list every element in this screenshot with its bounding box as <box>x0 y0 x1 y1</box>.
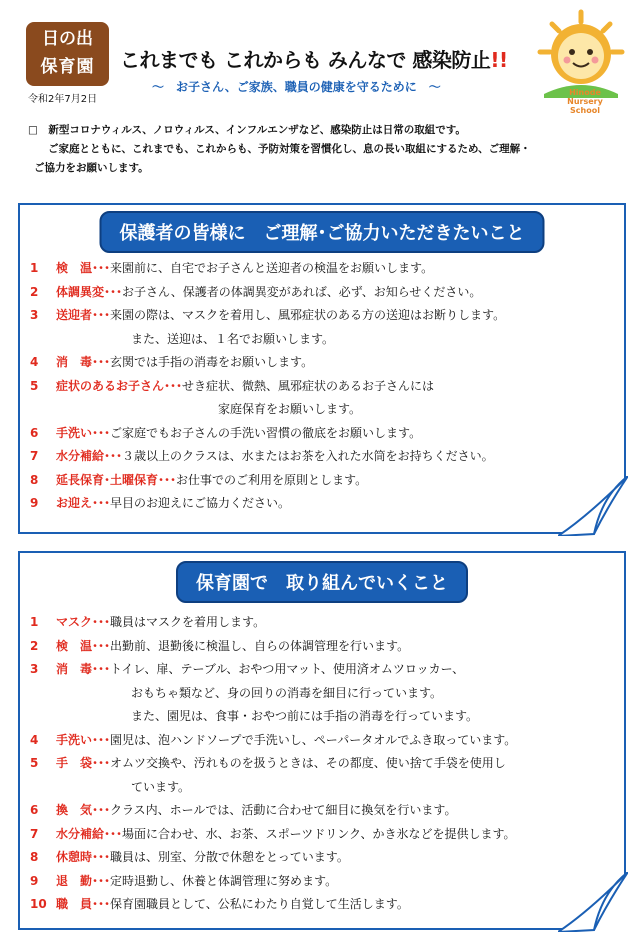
list-item <box>30 257 618 281</box>
item-text: 定時退勤し、休養と体調管理に努めます。 <box>110 873 338 888</box>
item-label: お迎え <box>56 496 93 510</box>
item-dots: ･･･ <box>92 308 111 322</box>
item-dots: ･･･ <box>92 873 111 888</box>
title-exclamation: !! <box>490 48 508 72</box>
item-label: 手 袋 <box>56 756 93 770</box>
page-title-text: これまでも これからも みんなで 感染防止 <box>120 48 491 72</box>
item-label: 職 員 <box>56 897 93 911</box>
item-number: 1 <box>30 615 39 629</box>
item-dots: ･･･ <box>92 615 111 629</box>
item-number: 2 <box>30 284 39 299</box>
item-continuation: また、園児は、食事・おやつ前には手指の消毒を行っています。 <box>131 709 479 723</box>
item-dots: ･･･ <box>92 355 111 369</box>
list-item <box>30 304 618 328</box>
item-continuation: ています。 <box>131 779 191 794</box>
item-number: 6 <box>30 803 39 817</box>
item-dots: ･･･ <box>92 425 111 440</box>
list-item <box>30 351 618 375</box>
item-dots: ･･･ <box>92 850 111 864</box>
item-label: 退 勤 <box>56 873 93 888</box>
page-curl-icon <box>558 872 628 932</box>
item-text: トイレ、扉、テーブル、おやつ用マット、使用済オムツロッカー、 <box>110 662 465 676</box>
item-text: ご家庭でもお子さんの手洗い習慣の徹底をお願いします。 <box>110 425 422 440</box>
item-dots: ･･･ <box>92 756 111 770</box>
school-name-en <box>560 88 610 115</box>
item-continuation: 家庭保育をお願いします。 <box>218 402 362 416</box>
list-item <box>30 752 618 776</box>
item-dots: ･･･ <box>104 284 123 299</box>
item-number: 9 <box>30 873 39 888</box>
nursery-measures-panel <box>18 551 626 930</box>
nursery-logo-badge <box>26 22 109 86</box>
item-text: 職員は、別室、分散で休憩をとっています。 <box>110 850 349 864</box>
item-label: 症状のあるお子さん <box>56 378 165 393</box>
logo-line2: 保育園 <box>40 57 95 77</box>
list-item <box>30 846 618 870</box>
item-number: 1 <box>30 261 39 275</box>
page-title <box>120 44 508 73</box>
list-item <box>30 422 618 446</box>
item-number: 4 <box>30 355 39 369</box>
item-continuation: おもちゃ類など、身の回りの消毒を細目に行っています。 <box>131 685 443 700</box>
list-item <box>30 729 618 753</box>
item-label: マスク <box>56 615 93 629</box>
nursery-measures-title: 保育園で 取り組んでいくこと <box>176 561 468 603</box>
item-text: 園児は、泡ハンドソープで手洗いし、ペーパータオルでふき取っています。 <box>110 732 517 747</box>
list-item <box>30 823 618 847</box>
item-label: 水分補給 <box>56 826 105 841</box>
item-text: 来園前に、自宅でお子さんと送迎者の検温をお願いします。 <box>110 261 434 275</box>
list-item <box>30 281 618 305</box>
logo-line1: 日の出 <box>42 29 93 49</box>
school-name-line1: Hinode <box>569 88 601 97</box>
list-item <box>30 658 618 682</box>
list-item <box>30 635 618 659</box>
item-number: 6 <box>30 425 39 440</box>
item-text: 場面に合わせ、水、お茶、スポーツドリンク、かき氷などを提供します。 <box>122 826 516 841</box>
parents-request-list <box>30 257 618 516</box>
list-item <box>30 799 618 823</box>
item-text: お子さん、保護者の体調異変があれば、必ず、お知らせください。 <box>122 284 482 299</box>
list-item <box>30 469 618 493</box>
item-number: 5 <box>30 378 39 393</box>
intro-line1: □ 新型コロナウィルス、ノロウィルス、インフルエンザなど、感染防止は日常の取組です。 <box>28 124 466 136</box>
item-label: 送迎者 <box>56 308 93 322</box>
item-number: 7 <box>30 826 39 841</box>
item-text: 職員はマスクを着用します。 <box>110 615 266 629</box>
intro-line3: ご協力をお願いします。 <box>34 162 149 174</box>
item-number: 7 <box>30 449 39 463</box>
item-number: 3 <box>30 662 39 676</box>
item-number: 9 <box>30 496 39 510</box>
item-number: 5 <box>30 756 39 770</box>
item-label: 水分補給 <box>56 449 105 463</box>
intro-line2: ご家庭とともに、これまでも、これからも、予防対策を習慣化し、息の長い取組にするため、ご理解・ <box>48 143 531 155</box>
item-label: 消 毒 <box>56 662 93 676</box>
item-number: 10 <box>30 897 47 911</box>
item-number: 2 <box>30 638 39 653</box>
list-item <box>30 870 618 894</box>
page-curl-icon <box>558 476 628 536</box>
issue-date: 令和2年7月2日 <box>28 94 98 105</box>
item-number: 3 <box>30 308 39 322</box>
item-label: 手洗い <box>56 425 93 440</box>
item-text: オムツ交換や、汚れものを扱うときは、その都度、使い捨て手袋を使用し <box>110 756 506 770</box>
item-label: 手洗い <box>56 732 93 747</box>
item-number: 8 <box>30 850 39 864</box>
item-dots: ･･･ <box>92 897 111 911</box>
item-label: 体調異変 <box>56 284 105 299</box>
intro-paragraph <box>24 121 630 178</box>
item-label: 延長保育･土曜保育 <box>56 472 159 487</box>
list-item <box>30 611 618 635</box>
item-text: 玄関では手指の消毒をお願いします。 <box>110 355 314 369</box>
parents-request-panel <box>18 203 626 534</box>
item-text: 早目のお迎えにご協力ください。 <box>110 496 291 510</box>
item-text: 出勤前、退勤後に検温し、自らの体調管理を行います。 <box>110 638 410 653</box>
item-continuation: また、送迎は、１名でお願いします。 <box>131 331 335 346</box>
page-subtitle: ～ お子さん、ご家族、職員の健康を守るために ～ <box>152 80 441 94</box>
item-dots: ･･･ <box>92 732 111 747</box>
item-dots: ･･･ <box>92 638 111 653</box>
parents-request-title: 保護者の皆様に ご理解･ご協力いただきたいこと <box>100 211 545 253</box>
item-dots: ･･･ <box>104 826 123 841</box>
item-dots: ･･･ <box>92 496 111 510</box>
item-text: ３歳以上のクラスは、水またはお茶を入れた水筒をお持ちください。 <box>122 449 494 463</box>
list-item <box>30 375 618 399</box>
sun-mascot-icon <box>536 8 626 100</box>
item-dots: ･･･ <box>92 662 111 676</box>
nursery-measures-list <box>30 611 618 917</box>
item-text: お仕事でのご利用を原則とします。 <box>176 472 368 487</box>
item-label: 消 毒 <box>56 355 93 369</box>
item-dots: ･･･ <box>92 803 111 817</box>
school-name-line2: Nursery School <box>567 97 603 115</box>
item-text: せき症状、微熱、風邪症状のあるお子さんには <box>182 378 435 393</box>
item-dots: ･･･ <box>158 472 177 487</box>
item-text: クラス内、ホールでは、活動に合わせて細目に換気を行います。 <box>110 803 457 817</box>
item-text: 保育園職員として、公私にわたり自覚して生活します。 <box>110 897 409 911</box>
item-label: 休憩時 <box>56 850 93 864</box>
item-label: 検 温 <box>56 638 93 653</box>
item-label: 検 温 <box>56 261 93 275</box>
list-item <box>30 893 618 917</box>
item-dots: ･･･ <box>92 261 111 275</box>
item-number: 4 <box>30 732 39 747</box>
item-label: 換 気 <box>56 803 93 817</box>
list-item <box>30 492 618 516</box>
item-dots: ･･･ <box>104 449 123 463</box>
item-number: 8 <box>30 472 39 487</box>
item-dots: ･･･ <box>164 378 183 393</box>
list-item <box>30 445 618 469</box>
item-text: 来園の際は、マスクを着用し、風邪症状のある方の送迎はお断りします。 <box>110 308 506 322</box>
